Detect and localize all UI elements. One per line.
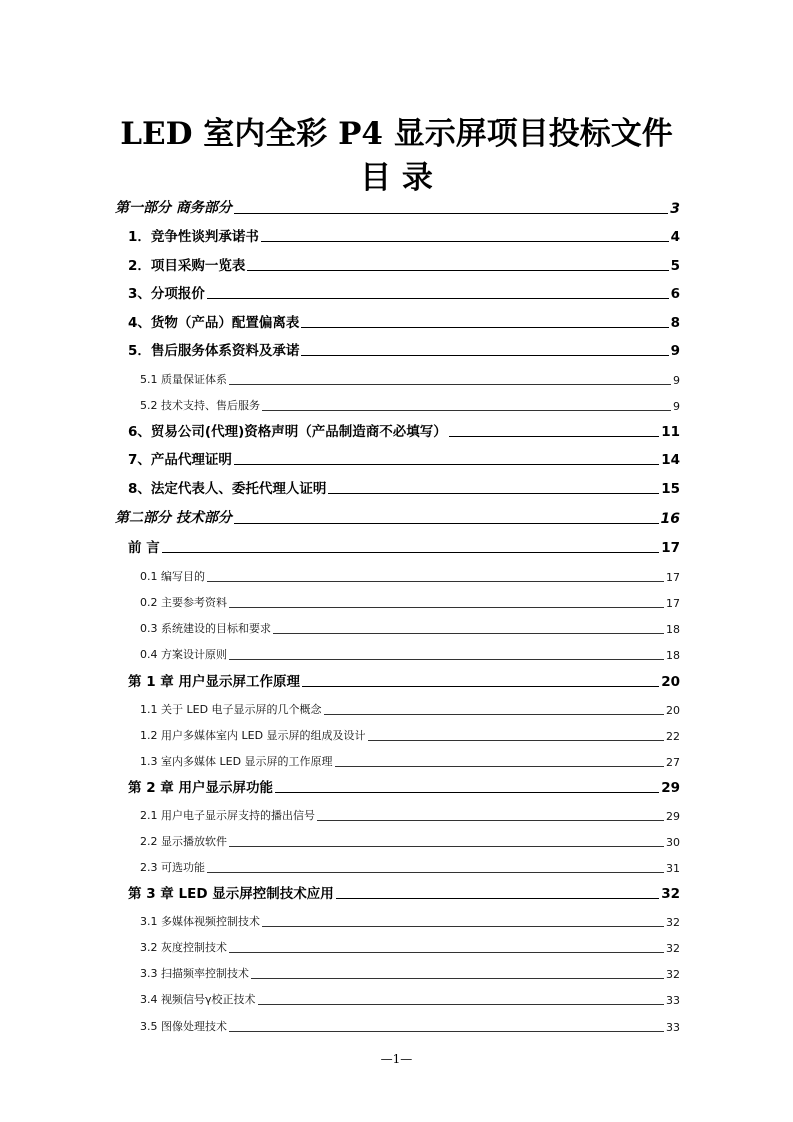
page-number-footer: —1— bbox=[380, 1052, 413, 1066]
toc-entry-label: 1.1 关于 LED 电子显示屏的几个概念 bbox=[140, 703, 322, 716]
toc-leader-line bbox=[251, 978, 664, 979]
toc-entry-page: 17 bbox=[661, 540, 680, 556]
toc-leader-line bbox=[301, 355, 668, 356]
toc-entry[interactable] bbox=[140, 991, 680, 1007]
toc-entry-page: 20 bbox=[666, 704, 680, 717]
toc-entry[interactable] bbox=[128, 776, 680, 796]
toc-entry-label: 8、法定代表人、委托代理人证明 bbox=[128, 481, 327, 497]
toc-entry-page: 9 bbox=[673, 374, 680, 387]
toc-entry[interactable] bbox=[128, 536, 680, 556]
toc-entry-label: 2.3 可选功能 bbox=[140, 861, 205, 874]
toc-entry[interactable] bbox=[128, 339, 680, 359]
toc-entry[interactable] bbox=[140, 753, 680, 769]
toc-entry[interactable] bbox=[140, 939, 680, 955]
toc-entry[interactable] bbox=[115, 507, 680, 527]
toc-entry-page: 9 bbox=[670, 343, 680, 359]
toc-leader-line bbox=[229, 1031, 664, 1032]
toc-entry[interactable] bbox=[140, 397, 680, 413]
toc-entry-page: 16 bbox=[660, 511, 680, 527]
toc-leader-line bbox=[229, 607, 664, 608]
toc-entry[interactable] bbox=[128, 448, 680, 468]
toc-leader-line bbox=[275, 792, 659, 793]
toc-entry-label: 2.1 用户电子显示屏支持的播出信号 bbox=[140, 809, 315, 822]
toc-entry-label: 2．项目采购一览表 bbox=[128, 258, 246, 274]
toc-entry[interactable] bbox=[128, 420, 680, 440]
toc-entry[interactable] bbox=[140, 646, 680, 662]
toc-leader-line bbox=[207, 298, 669, 299]
toc-entry-page: 31 bbox=[666, 862, 680, 875]
toc-entry-label: 2.2 显示播放软件 bbox=[140, 835, 227, 848]
toc-leader-line bbox=[301, 327, 668, 328]
toc-entry-label: 3.3 扫描频率控制技术 bbox=[140, 967, 249, 980]
toc-entry-label: 前 言 bbox=[128, 540, 160, 556]
toc-entry-page: 33 bbox=[666, 1021, 680, 1034]
toc-entry-page: 33 bbox=[666, 994, 680, 1007]
toc-entry-label: 3、分项报价 bbox=[128, 286, 205, 302]
toc-entry-label: 0.4 方案设计原则 bbox=[140, 648, 227, 661]
toc-leader-line bbox=[302, 686, 659, 687]
toc-leader-line bbox=[234, 213, 668, 214]
toc-entry-page: 4 bbox=[670, 229, 680, 245]
toc-entry[interactable] bbox=[140, 833, 680, 849]
toc-entry[interactable] bbox=[128, 882, 680, 902]
toc-entry-page: 29 bbox=[661, 780, 680, 796]
toc-entry[interactable] bbox=[140, 965, 680, 981]
document-title: LED 室内全彩 P4 显示屏项目投标文件 bbox=[120, 116, 673, 152]
toc-entry-page: 6 bbox=[670, 286, 680, 302]
toc-leader-line bbox=[229, 952, 664, 953]
toc-leader-line bbox=[229, 384, 671, 385]
toc-entry[interactable] bbox=[140, 568, 680, 584]
toc-entry-label: 第 1 章 用户显示屏工作原理 bbox=[128, 674, 300, 690]
toc-entry-page: 32 bbox=[666, 968, 680, 981]
toc-leader-line bbox=[328, 493, 659, 494]
toc-leader-line bbox=[234, 464, 659, 465]
toc-entry-page: 18 bbox=[666, 623, 680, 636]
toc-entry[interactable] bbox=[140, 620, 680, 636]
toc-leader-line bbox=[262, 410, 671, 411]
toc-entry[interactable] bbox=[128, 282, 680, 302]
toc-entry-label: 1.2 用户多媒体室内 LED 显示屏的组成及设计 bbox=[140, 729, 366, 742]
toc-leader-line bbox=[261, 241, 669, 242]
toc-leader-line bbox=[324, 714, 664, 715]
toc-entry[interactable] bbox=[140, 701, 680, 717]
toc-entry[interactable] bbox=[140, 913, 680, 929]
toc-entry-page: 14 bbox=[661, 452, 680, 468]
toc-leader-line bbox=[273, 633, 664, 634]
toc-leader-line bbox=[229, 846, 664, 847]
toc-entry-page: 11 bbox=[661, 424, 680, 440]
toc-entry[interactable] bbox=[115, 197, 680, 217]
toc-entry[interactable] bbox=[140, 807, 680, 823]
toc-leader-line bbox=[247, 270, 668, 271]
toc-leader-line bbox=[207, 872, 664, 873]
toc-leader-line bbox=[449, 436, 659, 437]
toc-entry-label: 3.5 图像处理技术 bbox=[140, 1020, 227, 1033]
toc-entry-label: 第一部分 商务部分 bbox=[115, 200, 232, 216]
toc-leader-line bbox=[262, 926, 664, 927]
toc-leader-line bbox=[207, 581, 664, 582]
toc-entry-page: 17 bbox=[666, 597, 680, 610]
toc-entry-page: 32 bbox=[661, 886, 680, 902]
toc-leader-line bbox=[258, 1004, 665, 1005]
toc-entry-label: 1.3 室内多媒体 LED 显示屏的工作原理 bbox=[140, 755, 333, 768]
toc-entry-page: 30 bbox=[666, 836, 680, 849]
toc-leader-line bbox=[162, 552, 660, 553]
toc-entry-label: 5．售后服务体系资料及承诺 bbox=[128, 343, 300, 359]
toc-entry-label: 5.2 技术支持、售后服务 bbox=[140, 399, 260, 412]
toc-entry-page: 29 bbox=[666, 810, 680, 823]
toc-entry[interactable] bbox=[128, 254, 680, 274]
toc-entry[interactable] bbox=[140, 594, 680, 610]
toc-entry-label: 0.3 系统建设的目标和要求 bbox=[140, 622, 271, 635]
toc-entry-page: 22 bbox=[666, 730, 680, 743]
toc-entry[interactable] bbox=[140, 371, 680, 387]
toc-leader-line bbox=[229, 659, 664, 660]
toc-entry-page: 17 bbox=[666, 571, 680, 584]
toc-heading: 目 录 bbox=[360, 160, 433, 196]
toc-entry-page: 18 bbox=[666, 649, 680, 662]
toc-entry-label: 1．竞争性谈判承诺书 bbox=[128, 229, 259, 245]
toc-entry-page: 32 bbox=[666, 916, 680, 929]
toc-entry[interactable] bbox=[128, 477, 680, 497]
toc-entry-label: 7、产品代理证明 bbox=[128, 452, 232, 468]
toc-entry-page: 27 bbox=[666, 756, 680, 769]
toc-entry-page: 32 bbox=[666, 942, 680, 955]
toc-leader-line bbox=[335, 766, 664, 767]
toc-entry[interactable] bbox=[140, 1018, 680, 1034]
toc-entry-label: 0.1 编写目的 bbox=[140, 570, 205, 583]
toc-entry-label: 第二部分 技术部分 bbox=[115, 510, 232, 526]
toc-entry-page: 5 bbox=[670, 258, 680, 274]
toc-leader-line bbox=[368, 740, 664, 741]
toc-entry-page: 8 bbox=[670, 315, 680, 331]
toc-entry[interactable] bbox=[128, 670, 680, 690]
toc-entry-label: 3.2 灰度控制技术 bbox=[140, 941, 227, 954]
toc-leader-line bbox=[336, 898, 659, 899]
toc-entry-label: 5.1 质量保证体系 bbox=[140, 373, 227, 386]
toc-entry-page: 3 bbox=[670, 201, 680, 217]
toc-entry-label: 4、货物（产品）配置偏离表 bbox=[128, 315, 300, 331]
toc-entry[interactable] bbox=[128, 225, 680, 245]
toc-entry-page: 15 bbox=[661, 481, 680, 497]
toc-entry-label: 6、贸易公司(代理)资格声明（产品制造商不必填写） bbox=[128, 424, 447, 440]
toc-entry-label: 3.4 视频信号γ校正技术 bbox=[140, 993, 256, 1006]
toc-entry-label: 第 2 章 用户显示屏功能 bbox=[128, 780, 273, 796]
toc-entry-page: 20 bbox=[661, 674, 680, 690]
toc-entry[interactable] bbox=[128, 311, 680, 331]
toc-leader-line bbox=[234, 523, 659, 524]
toc-entry[interactable] bbox=[140, 727, 680, 743]
toc-leader-line bbox=[317, 820, 664, 821]
toc-entry[interactable] bbox=[140, 859, 680, 875]
toc-entry-page: 9 bbox=[673, 400, 680, 413]
toc-entry-label: 0.2 主要参考资料 bbox=[140, 596, 227, 609]
toc-entry-label: 第 3 章 LED 显示屏控制技术应用 bbox=[128, 886, 334, 902]
toc-entry-label: 3.1 多媒体视频控制技术 bbox=[140, 915, 260, 928]
